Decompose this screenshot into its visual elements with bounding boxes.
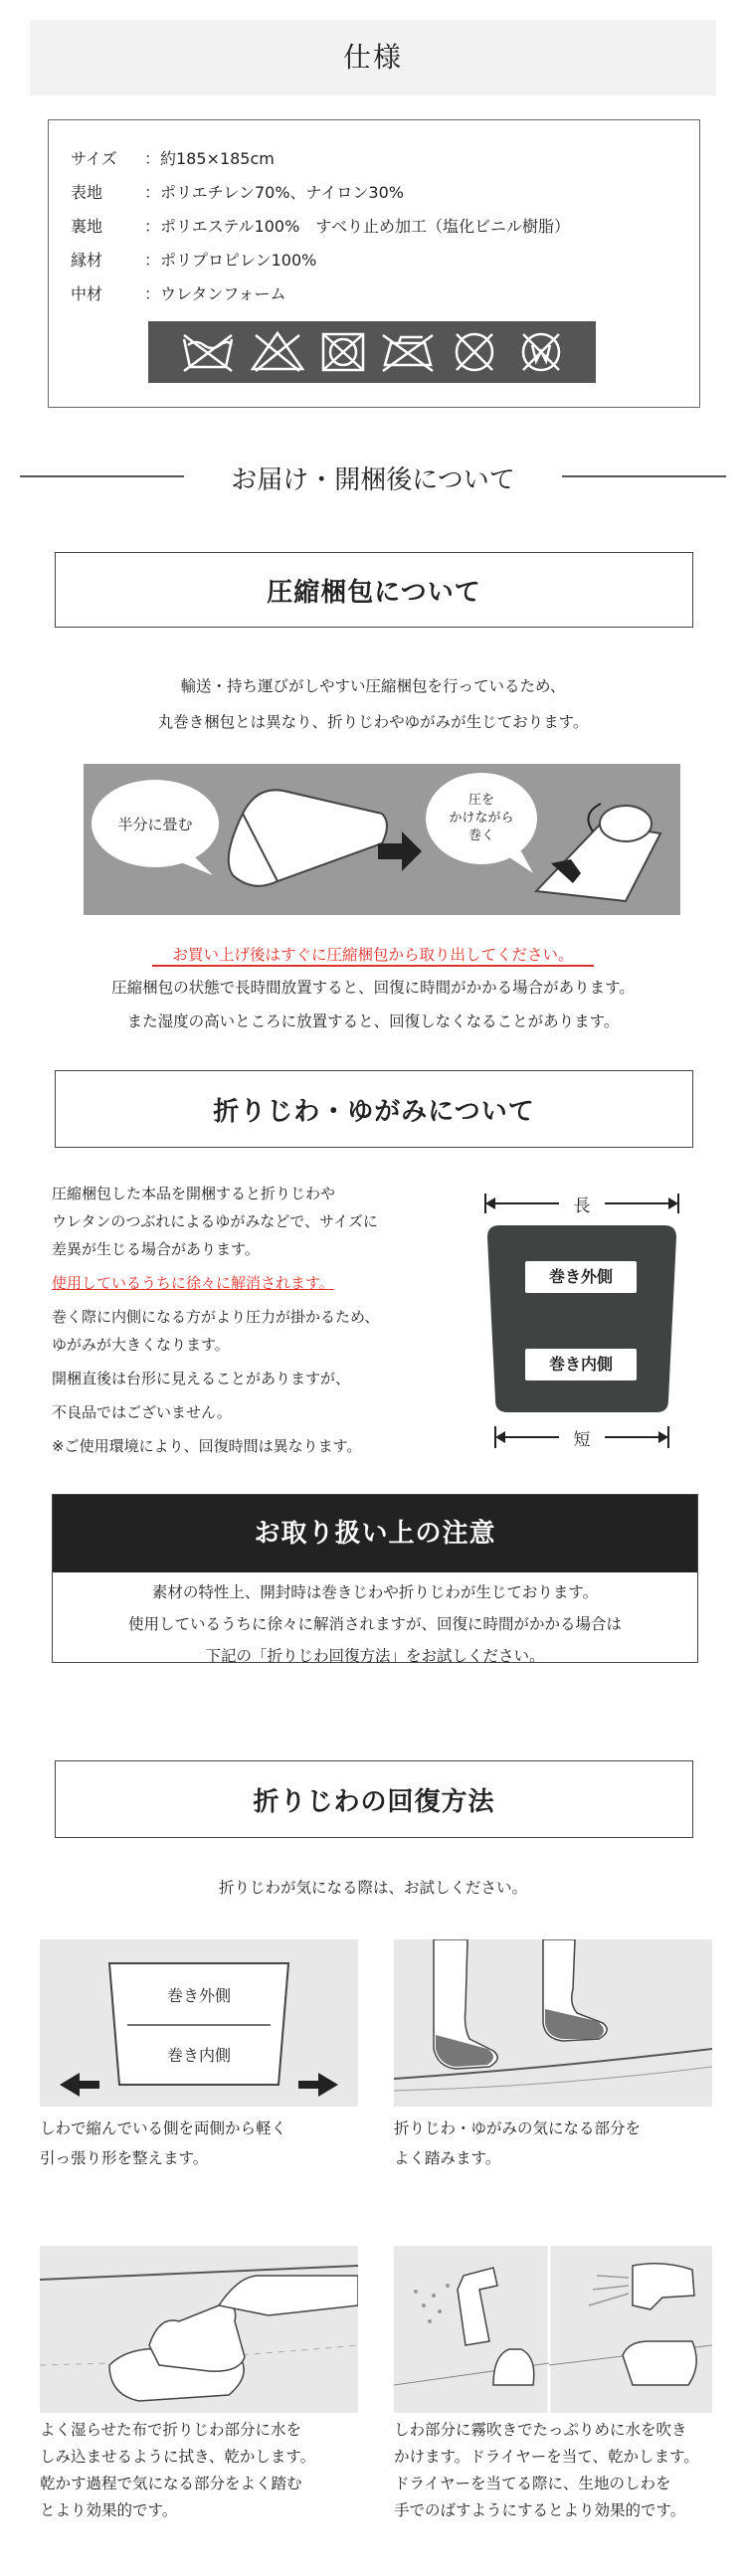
compression-warning: お買い上げ後はすぐに圧縮梱包から取り出してください。: [172, 946, 574, 964]
rug-diagram: [477, 1180, 686, 1448]
compression-notes: 圧縮梱包の状態で長時間放置すると、回復に時間がかかる場合があります。 また湿度の高いところに放置すると、回復しなくなることがあります。: [111, 979, 635, 1030]
spec-row: 縁材 ：ポリプロピレン100%: [71, 251, 317, 270]
caution-line: 素材の特性上、開封時は巻きじわや折りじわが生じております。: [151, 1583, 599, 1601]
recovery-intro: 折りじわが気になる際は、お試しください。: [218, 1879, 527, 1897]
spec-row: 裏地 ：ポリエステル100% すべり止め加工（塩化ビニル樹脂）: [71, 217, 570, 236]
method-step-text: 折りじわ・ゆがみの気になる部分を よく踏みます。: [394, 2119, 642, 2167]
no-wet-clean-icon: [523, 334, 559, 370]
caution-box: [52, 1494, 698, 1663]
spec-row: サイズ ：約185×185cm: [71, 149, 275, 168]
length-long-label: 長: [573, 1196, 591, 1216]
rug-inner-label: 巻き内側: [525, 1349, 637, 1380]
caution-heading: お取り扱い上の注意: [53, 1495, 697, 1572]
spec-row: 中材 ：ウレタンフォーム: [71, 284, 286, 303]
no-bleach-icon: [253, 333, 302, 371]
spec-table: [48, 119, 700, 408]
svg-text:圧を: 圧を: [467, 793, 495, 808]
method-wipe-image: [40, 2246, 358, 2413]
spec-title-bar: [30, 20, 716, 95]
recovery-heading: 折りじわの回復方法: [55, 1760, 693, 1838]
delivery-heading: お届け・開梱後について: [231, 465, 515, 495]
compression-warning-underline: [152, 965, 594, 967]
method-wipe-text: よく湿らせた布で折りじわ部分に水を しみ込ませるように拭き、乾かします。 乾かす過程で気になる部分をよく踏む とより効果的です。: [40, 2421, 316, 2519]
caution-line: 下記の「折りじわ回復方法」をお試しください。: [205, 1647, 545, 1665]
delivery-divider-left: [20, 475, 184, 477]
method-stretch-text: しわで縮んでいる側を両側から軽く 引っ張り形を整えます。: [40, 2119, 287, 2167]
method-step-image: [394, 1939, 712, 2107]
method-stretch-image: [40, 1939, 358, 2107]
method-spray-image: [394, 2246, 712, 2413]
method-spray-text: しわ部分に霧吹きでたっぷりめに水を吹き かけます。ドライヤーを当て、乾かします。 ドライヤーを当てる際に、生地のしわを 手でのばすようにするとより効果的です。: [394, 2421, 699, 2519]
care-icons-bar: [148, 321, 596, 383]
spec-row: 表地 ：ポリエチレン70%、ナイロン30%: [71, 183, 404, 202]
compression-heading: 圧縮梱包について: [55, 552, 693, 628]
svg-text:巻く: 巻く: [467, 828, 495, 843]
wrinkle-text: 圧縮梱包した本品を開梱すると折りじわや ウレタンのつぶれによるゆがみなどで、サイズに 差異が生じる場合があります。 使用しているうちに徐々に解消されます。 巻く際に内側になる方がより圧力が掛かるため、 ゆがみが大きくなります。 開梱直後は台形に見えることがありますが、 不良品ではございません。 ※ご使用環境により、回復時間は異なります。: [52, 1185, 380, 1455]
no-wash-icon: [184, 335, 232, 371]
method-inner-label: 巻き内側: [166, 2046, 231, 2065]
length-short-label: 短: [573, 1430, 591, 1450]
method-outer-label: 巻き外側: [166, 1986, 231, 2005]
caution-line: 使用しているうちに徐々に解消されますが、回復に時間がかかる場合は: [127, 1615, 622, 1633]
compression-text: 輸送・持ち運びがしやすい圧縮梱包を行っているため、 丸巻き梱包とは異なり、折りじわやゆがみが生じております。: [157, 677, 589, 731]
no-tumble-dry-icon: [323, 334, 363, 370]
spec-title: 仕様: [342, 41, 403, 74]
wrinkle-heading: 折りじわ・ゆがみについて: [55, 1070, 693, 1148]
delivery-divider-right: [562, 475, 726, 477]
svg-text:かけながら: かけながら: [449, 811, 514, 826]
rug-outer-label: 巻き外側: [525, 1261, 637, 1293]
compression-illustration: [84, 764, 680, 915]
no-iron-icon: [383, 335, 433, 371]
bubble-fold-half: 半分に畳む: [117, 816, 193, 833]
no-dry-clean-icon: [457, 334, 492, 370]
